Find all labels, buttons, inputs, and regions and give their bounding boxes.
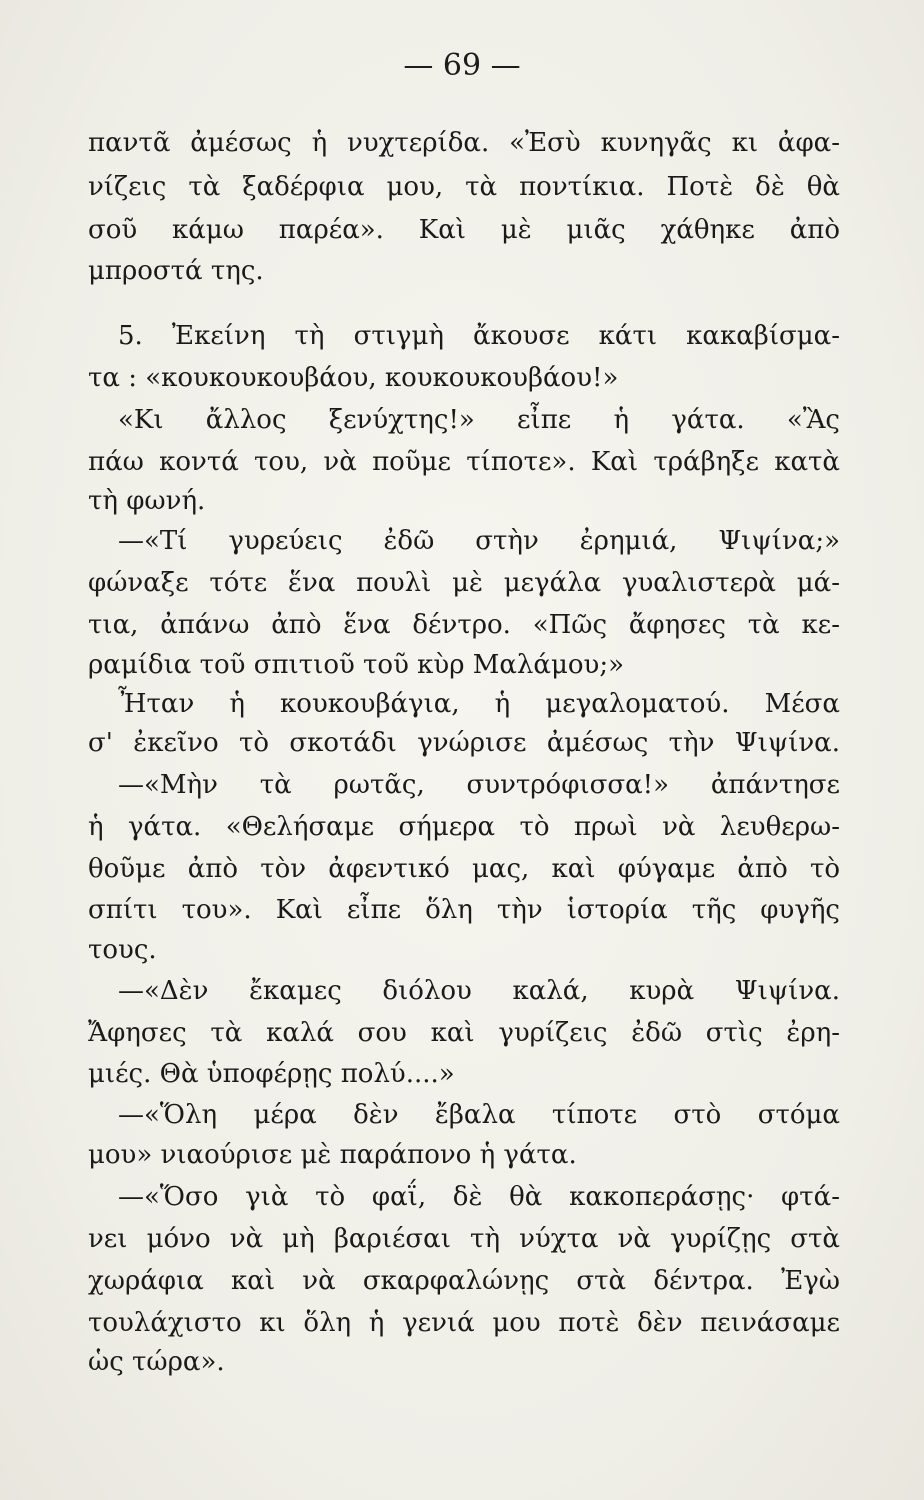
text-line: πάω κοντά του, νὰ ποῦμε τίποτε». Καὶ τράβηξε κατὰ <box>88 447 840 477</box>
text-line: —«Μὴν τὰ ρωτᾶς, συντρόφισσα!» ἀπάντησε <box>118 770 840 800</box>
text-line: φώναξε τότε ἕνα πουλὶ μὲ μεγάλα γυαλιστερὰ μά- <box>88 568 840 598</box>
text-line: τὴ φωνή. <box>88 486 206 516</box>
text-line: τους. <box>88 935 157 965</box>
text-line: —«Τί γυρεύεις ἐδῶ στὴν ἐρημιά, Ψιψίνα;» <box>118 526 840 556</box>
text-line: νίζεις τὰ ξαδέρφια μου, τὰ ποντίκια. Ποτὲ δὲ θὰ <box>88 172 840 202</box>
text-line: χωράφια καὶ νὰ σκαρφαλώνῃς στὰ δέντρα. Ἐγὼ <box>88 1266 840 1296</box>
text-line: «Κι ἄλλος ξενύχτης!» εἶπε ἡ γάτα. «Ἂς <box>118 405 840 435</box>
text-line: ὡς τώρα». <box>88 1347 225 1377</box>
page-number: — 69 — <box>403 48 521 83</box>
text-line: Ἄφησες τὰ καλά σου καὶ γυρίζεις ἐδῶ στὶς ἐρη- <box>88 1018 840 1048</box>
text-line: μπροστά της. <box>88 256 264 286</box>
text-line: σπίτι του». Καὶ εἶπε ὅλη τὴν ἱστορία τῆς φυγῆς <box>88 895 840 925</box>
text-line: —«Δὲν ἔκαμες διόλου καλά, κυρὰ Ψιψίνα. <box>118 976 840 1006</box>
text-line: θοῦμε ἀπὸ τὸν ἀφεντικό μας, καὶ φύγαμε ἀπὸ τὸ <box>88 854 840 884</box>
text-line: —«Ὅσο γιὰ τὸ φαΐ, δὲ θὰ κακοπεράσῃς· φτά- <box>118 1182 840 1212</box>
text-line: Ἦταν ἡ κουκουβάγια, ἡ μεγαλοματού. Μέσα <box>118 689 840 719</box>
text-line: —«Ὅλη μέρα δὲν ἔβαλα τίποτε στὸ στόμα <box>118 1100 840 1130</box>
text-line: τουλάχιστο κι ὅλη ἡ γενιά μου ποτὲ δὲν πεινάσαμε <box>88 1308 840 1338</box>
text-line: μου» νιαούρισε μὲ παράπονο ἡ γάτα. <box>88 1140 577 1170</box>
text-line: ἡ γάτα. «Θελήσαμε σήμερα τὸ πρωὶ νὰ λευθερω- <box>88 812 840 842</box>
text-line: ραμίδια τοῦ σπιτιοῦ τοῦ κὺρ Μαλάμου;» <box>88 650 624 680</box>
text-line: νει μόνο νὰ μὴ βαριέσαι τὴ νύχτα νὰ γυρίζῃς στὰ <box>88 1224 840 1254</box>
text-line: παντᾶ ἀμέσως ἡ νυχτερίδα. «Ἐσὺ κυνηγᾶς κι ἀφα- <box>88 128 840 158</box>
text-line: σ' ἐκεῖνο τὸ σκοτάδι γνώρισε ἀμέσως τὴν Ψιψίνα. <box>88 728 840 758</box>
text-line: 5. Ἐκείνη τὴ στιγμὴ ἄκουσε κάτι κακαβίσμα- <box>118 321 840 351</box>
text-line: σοῦ κάμω παρέα». Καὶ μὲ μιᾶς χάθηκε ἀπὸ <box>88 215 840 245</box>
text-line: μιές. Θὰ ὑποφέρῃς πολύ....» <box>88 1059 455 1089</box>
text-line: τια, ἀπάνω ἀπὸ ἕνα δέντρο. «Πῶς ἄφησες τὰ κε- <box>88 610 840 640</box>
text-line: τα : «κουκουκουβάου, κουκουκουβάου!» <box>88 363 619 393</box>
